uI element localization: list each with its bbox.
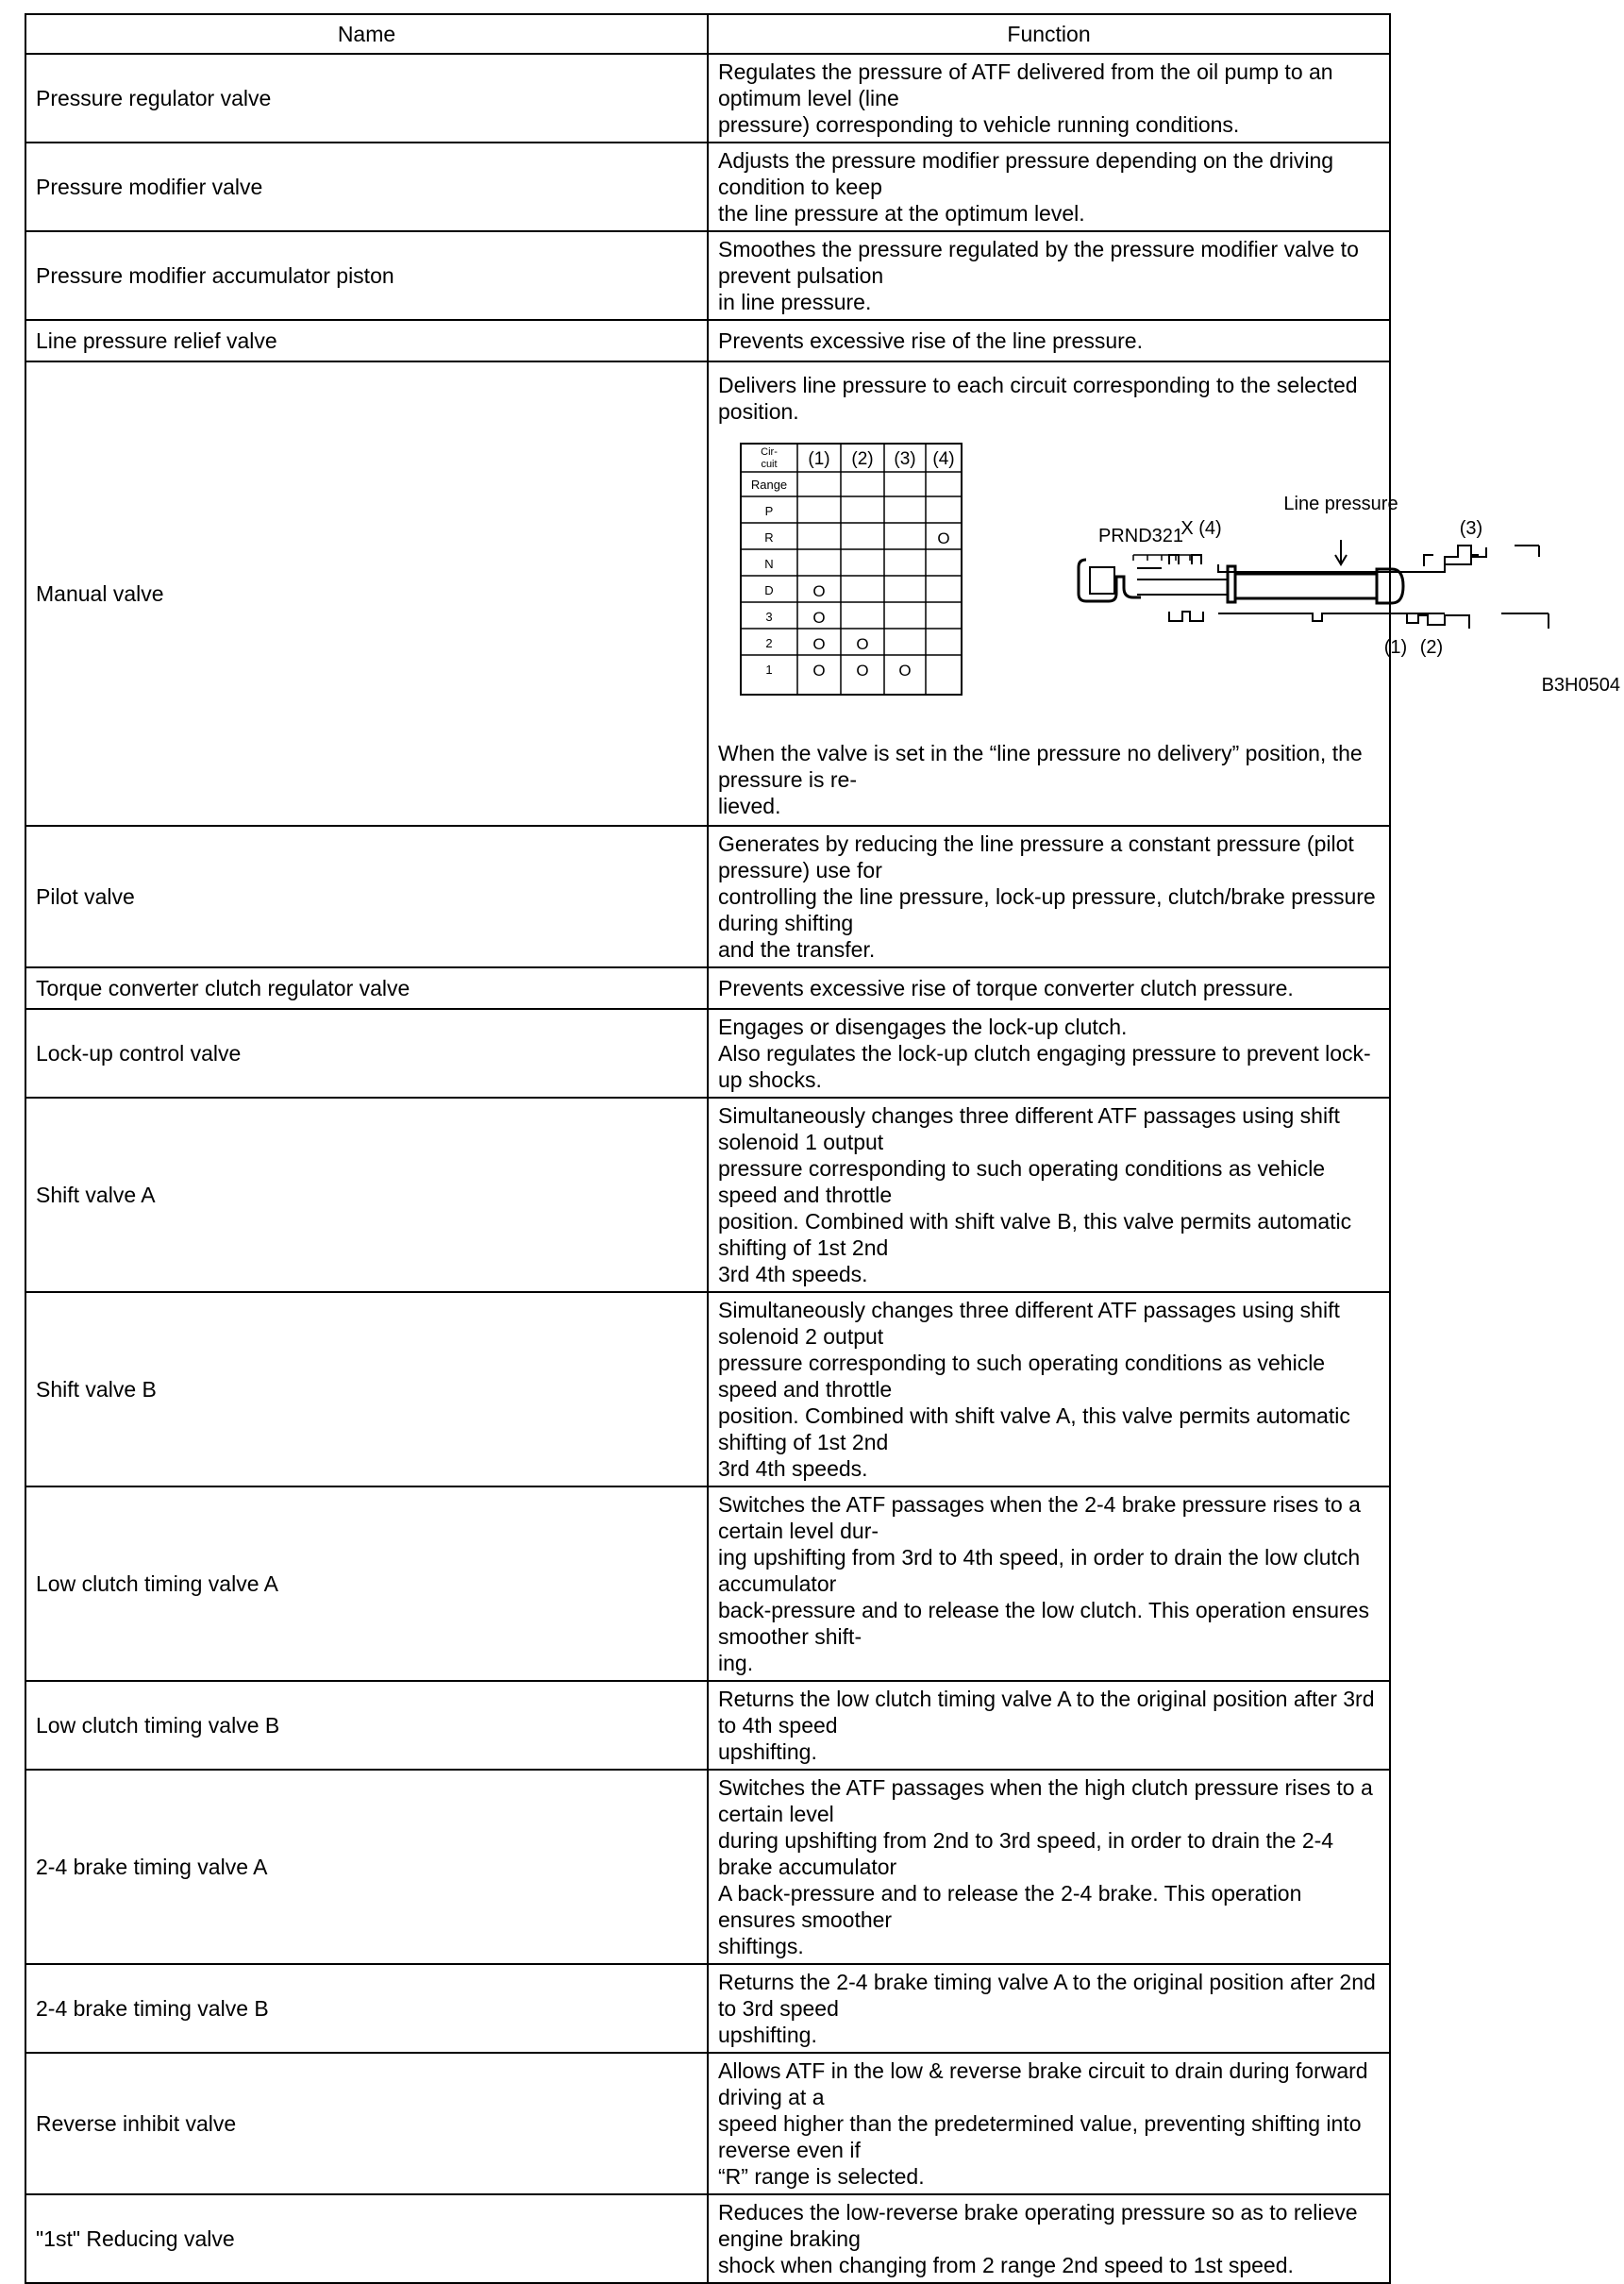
valve-function: Engages or disengages the lock-up clutch. Also regulates the lock-up clutch engaging pressure to prevent lock-up shocks. bbox=[708, 1009, 1390, 1098]
valve-function: Smoothes the pressure regulated by the pressure modifier valve to prevent pulsation in line pressure. bbox=[708, 231, 1390, 320]
valve-function: Regulates the pressure of ATF delivered from the oil pump to an optimum level (line pressure) corresponding to vehicle running conditions. bbox=[708, 54, 1390, 143]
valve-function: Allows ATF in the low & reverse brake circuit to drain during forward driving at a speed higher than the predetermined value, preventing shifting into reverse even if “R” range is selected. bbox=[708, 2053, 1390, 2194]
valve-function: Switches the ATF passages when the high clutch pressure rises to a certain level during upshifting from 2nd to 3rd speed, in order to drain the 2-4 brake accumulator A back-pressure and to release the 2-4 brake. This operation ensures smoother shiftings. bbox=[708, 1770, 1390, 1964]
range-label-1: 1 bbox=[765, 663, 773, 677]
valve-name: 2-4 brake timing valve A bbox=[25, 1770, 708, 1964]
manual-valve-intro: Delivers line pressure to each circuit corresponding to the selected position. bbox=[718, 373, 1358, 424]
table-row bbox=[25, 2194, 1390, 2283]
valve-name: Pressure regulator valve bbox=[25, 54, 708, 143]
header-function: Function bbox=[708, 14, 1390, 54]
valve-name: Shift valve A bbox=[25, 1098, 708, 1292]
valve-function: Simultaneously changes three different ATF passages using shift solenoid 2 output pressure corresponding to such operating conditions as vehicle speed and throttle position. Combined with shift valve A, this valve permits automatic shifting of 1st 2nd 3rd 4th speeds. bbox=[708, 1292, 1390, 1486]
figure-code: B3H0504 bbox=[1541, 675, 1620, 696]
valve-name: 2-4 brake timing valve B bbox=[25, 1964, 708, 2053]
manual-valve-note: When the valve is set in the “line pressure no delivery” position, the pressure is re- lieved. bbox=[718, 741, 1363, 818]
table-row bbox=[25, 1770, 1390, 1964]
range-label-P: P bbox=[764, 504, 774, 518]
valve-name: Pilot valve bbox=[25, 826, 708, 967]
circuit-header: Cir- bbox=[761, 446, 778, 458]
line-pressure-label: Line pressure bbox=[1283, 494, 1398, 514]
range-label-R: R bbox=[764, 530, 774, 545]
circuit-4-x-label: X (4) bbox=[1180, 518, 1222, 539]
valve-function-table bbox=[25, 13, 1620, 2284]
circuit-1-label: (1) bbox=[1383, 637, 1408, 658]
range-label-3: 3 bbox=[765, 610, 773, 624]
manual-valve-diagram bbox=[718, 434, 1620, 736]
table-row bbox=[25, 1292, 1390, 1486]
table-row bbox=[25, 1486, 1390, 1681]
circuit-label-2: (2) bbox=[851, 449, 874, 469]
valve-function: Prevents excessive rise of the line pressure. bbox=[708, 320, 1390, 361]
manual-valve-figure bbox=[718, 434, 1624, 736]
table-row bbox=[25, 320, 1390, 361]
valve-function: Returns the low clutch timing valve A to the original position after 3rd to 4th speed upshifting. bbox=[708, 1681, 1390, 1770]
positions-label: PRND321 bbox=[1097, 526, 1184, 546]
valve-function: Simultaneously changes three different ATF passages using shift solenoid 1 output pressure corresponding to such operating conditions as vehicle speed and throttle position. Combined with shift valve B, this valve permits automatic shifting of 1st 2nd 3rd 4th speeds. bbox=[708, 1098, 1390, 1292]
valve-function: Switches the ATF passages when the 2-4 brake pressure rises to a certain level dur- ing upshifting from 3rd to 4th speed, in order to drain the low clutch accumulator back-pressure and to release the low clutch. This operation ensures smoother shift- ing. bbox=[708, 1486, 1390, 1681]
valve-function: Generates by reducing the line pressure a constant pressure (pilot pressure) use for controlling the line pressure, lock-up pressure, clutch/brake pressure during shifting and the transfer. bbox=[708, 826, 1390, 967]
circuit-2-label: (2) bbox=[1419, 637, 1444, 658]
range-mark: O bbox=[812, 662, 826, 680]
valve-function bbox=[708, 361, 1620, 826]
range-mark: O bbox=[856, 635, 869, 653]
valve-name: Low clutch timing valve B bbox=[25, 1681, 708, 1770]
table-row bbox=[25, 143, 1390, 231]
table-row bbox=[25, 1681, 1390, 1770]
range-labels bbox=[764, 504, 773, 677]
valve-name: Line pressure relief valve bbox=[25, 320, 708, 361]
range-label-N: N bbox=[764, 557, 774, 571]
range-label-D: D bbox=[764, 583, 774, 597]
table-row bbox=[25, 1009, 1390, 1098]
range-mark: O bbox=[812, 582, 826, 600]
table-row bbox=[25, 231, 1390, 320]
table-row bbox=[25, 1098, 1390, 1292]
range-mark: O bbox=[812, 635, 826, 653]
valve-schematic bbox=[1079, 540, 1549, 629]
range-mark: O bbox=[856, 662, 869, 680]
valve-name: Low clutch timing valve A bbox=[25, 1486, 708, 1681]
range-mark: O bbox=[898, 662, 912, 680]
table-row bbox=[25, 54, 1390, 143]
table-row bbox=[25, 2053, 1390, 2194]
circuit-label-1: (1) bbox=[808, 449, 830, 469]
table-row bbox=[25, 826, 1390, 967]
header-name: Name bbox=[25, 14, 708, 54]
table-row bbox=[25, 967, 1390, 1009]
valve-function: Reduces the low-reverse brake operating pressure so as to relieve engine braking shock when changing from 2 range 2nd speed to 1st speed. bbox=[708, 2194, 1390, 2283]
table-row-manual-valve bbox=[25, 361, 1390, 826]
valve-name: Shift valve B bbox=[25, 1292, 708, 1486]
valve-name: Pressure modifier valve bbox=[25, 143, 708, 231]
valve-function: Returns the 2-4 brake timing valve A to the original position after 2nd to 3rd speed upshifting. bbox=[708, 1964, 1390, 2053]
circuit-label-4: (4) bbox=[932, 449, 955, 469]
valve-function: Prevents excessive rise of torque converter clutch pressure. bbox=[708, 967, 1390, 1009]
valve-name: Reverse inhibit valve bbox=[25, 2053, 708, 2194]
valve-name: Pressure modifier accumulator piston bbox=[25, 231, 708, 320]
range-mark: O bbox=[812, 609, 826, 627]
valve-name: "1st" Reducing valve bbox=[25, 2194, 708, 2283]
range-header: Range bbox=[750, 478, 788, 492]
range-marks bbox=[812, 529, 949, 680]
circuit-header-2: cuit bbox=[761, 459, 778, 470]
valve-name: Manual valve bbox=[25, 361, 708, 826]
table-header-row bbox=[25, 14, 1390, 54]
table-row bbox=[25, 1964, 1390, 2053]
valve-name: Torque converter clutch regulator valve bbox=[25, 967, 708, 1009]
valve-function: Adjusts the pressure modifier pressure depending on the driving condition to keep the line pressure at the optimum level. bbox=[708, 143, 1390, 231]
valve-name: Lock-up control valve bbox=[25, 1009, 708, 1098]
range-label-2: 2 bbox=[765, 636, 773, 650]
circuit-label-3: (3) bbox=[894, 449, 916, 469]
circuit-3-label: (3) bbox=[1459, 518, 1483, 539]
range-mark: O bbox=[937, 529, 950, 547]
